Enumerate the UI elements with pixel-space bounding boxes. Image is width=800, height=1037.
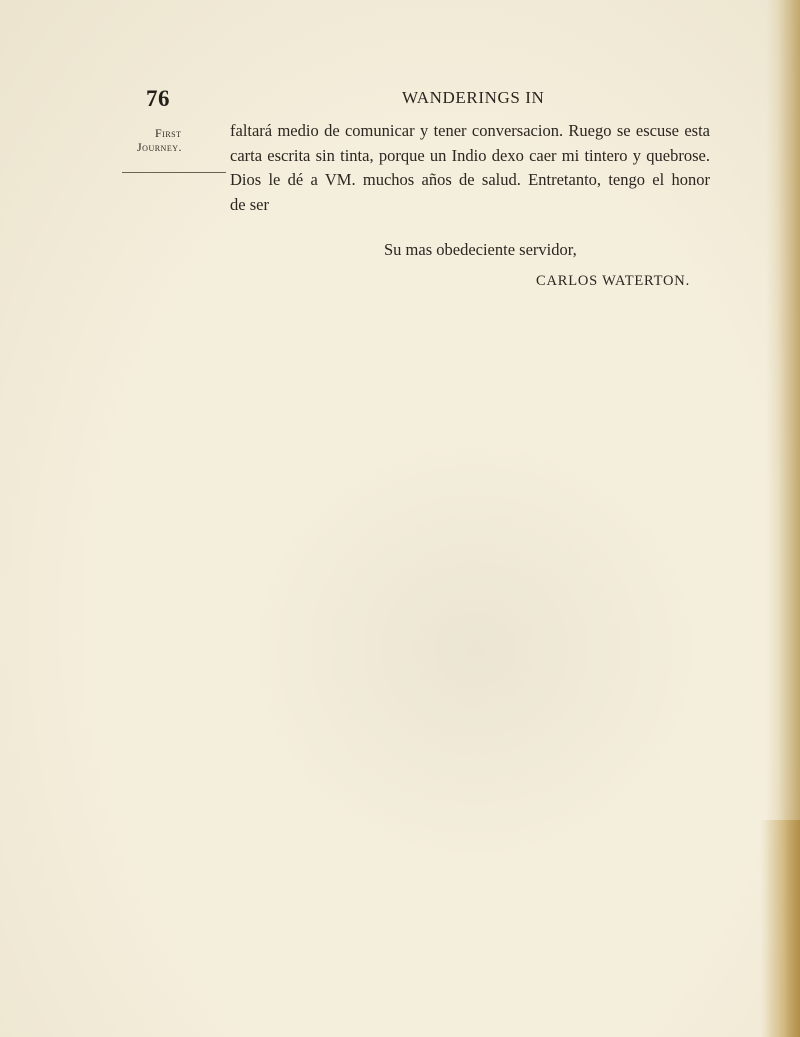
body-line: de ser	[230, 194, 269, 214]
margin-note-line-2: Journey.	[137, 140, 183, 154]
page-number: 76	[146, 86, 170, 111]
margin-note	[133, 126, 219, 154]
paper-show-through	[240, 430, 710, 870]
letter-closing: Su mas obedeciente servidor,	[384, 240, 577, 259]
page-edge-stain-lower	[760, 820, 800, 1037]
letter-signature: CARLOS WATERTON.	[536, 273, 690, 289]
running-head: WANDERINGS IN	[402, 88, 545, 107]
body-line: carta escrita sin tinta, porque un Indio dexo caer mi tintero y quebrose.	[230, 145, 710, 165]
body-line: faltará medio de comunicar y tener conversacion. Ruego se escuse esta	[230, 121, 710, 140]
margin-note-line-1: First	[155, 126, 182, 140]
margin-note-rule	[122, 172, 226, 173]
body-paragraph	[230, 119, 710, 217]
body-line: Dios le dé a VM. muchos años de salud. Entretanto, tengo el honor	[230, 170, 710, 189]
